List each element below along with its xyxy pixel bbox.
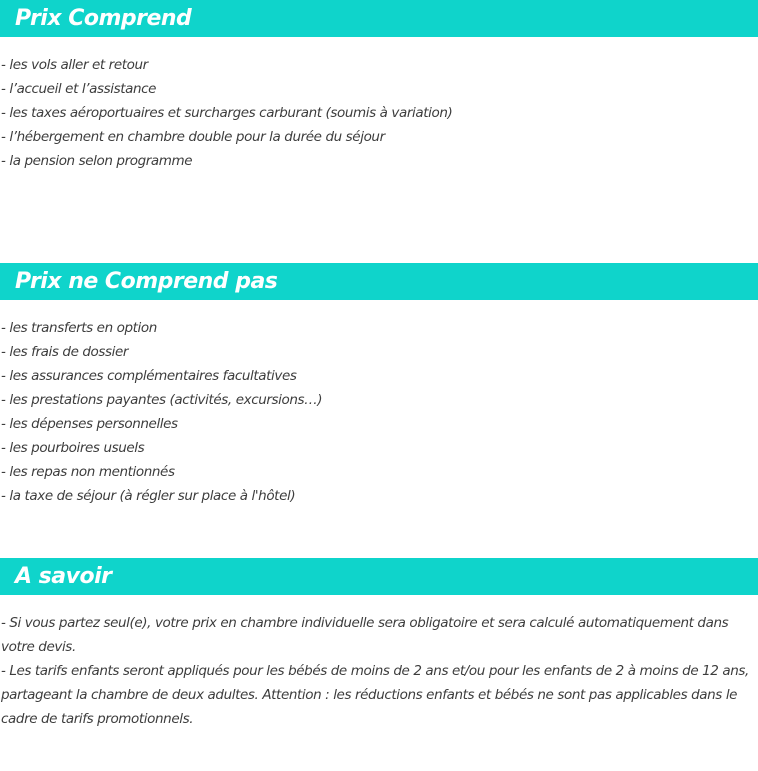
- excluded-list: [0, 300, 758, 508]
- list-item: - les prestations payantes (activités, excursions…): [1, 392, 323, 408]
- notes: [0, 595, 758, 731]
- list-item: - la taxe de séjour (à régler sur place à l'hôtel): [1, 488, 296, 504]
- section-prix-comprend: [0, 0, 758, 173]
- list-item: - les dépenses personnelles: [1, 416, 178, 432]
- note-paragraph: - Les tarifs enfants seront appliqués pour les bébés de moins de 2 ans et/ou pour les enfants de 2 à moins de 12 ans, partageant la chambre de deux adultes. Attention : les réductions enfants et bébés ne sont pas applicables dans le cadre de tarifs promotionnels.: [1, 663, 749, 727]
- list-item: - l’accueil et l’assistance: [1, 81, 157, 97]
- list-item: - les transferts en option: [1, 320, 157, 336]
- section-title: A savoir: [15, 564, 112, 589]
- section-title: Prix ne Comprend pas: [15, 269, 278, 294]
- list-item: - les assurances complémentaires facultatives: [1, 368, 297, 384]
- section-header: [0, 558, 758, 595]
- list-item: - les taxes aéroportuaires et surcharges carburant (soumis à variation): [1, 105, 453, 121]
- section-prix-ne-comprend-pas: [0, 263, 758, 508]
- list-item: - la pension selon programme: [1, 153, 193, 169]
- section-header: [0, 0, 758, 37]
- section-header: [0, 263, 758, 300]
- list-item: - les repas non mentionnés: [1, 464, 175, 480]
- list-item: - les pourboires usuels: [1, 440, 145, 456]
- note-paragraph: - Si vous partez seul(e), votre prix en chambre individuelle sera obligatoire et sera calculé automatiquement dans votre devis.: [1, 615, 729, 655]
- list-item: - l’hébergement en chambre double pour la durée du séjour: [1, 129, 385, 145]
- included-list: [0, 37, 758, 173]
- section-a-savoir: [0, 558, 758, 731]
- list-item: - les frais de dossier: [1, 344, 129, 360]
- list-item: - les vols aller et retour: [1, 57, 148, 73]
- section-title: Prix Comprend: [15, 6, 192, 31]
